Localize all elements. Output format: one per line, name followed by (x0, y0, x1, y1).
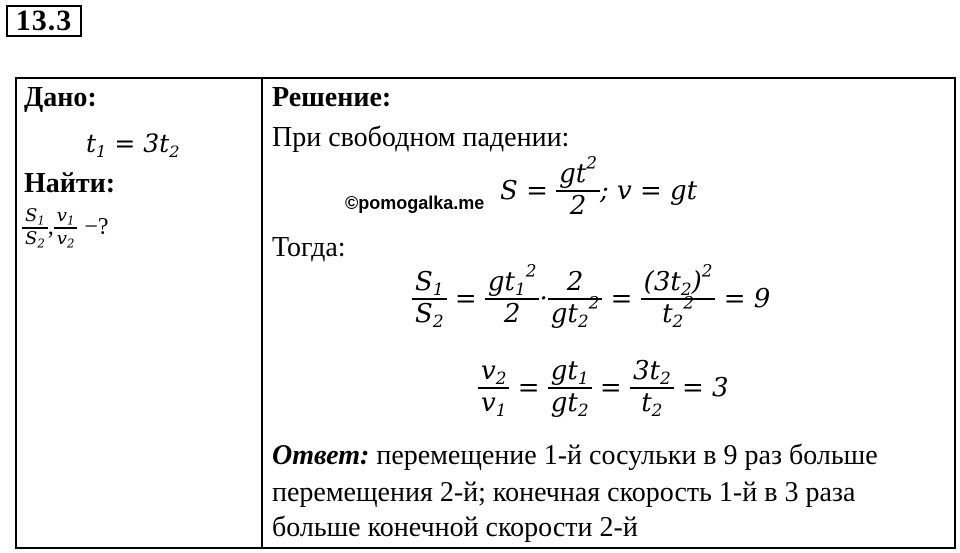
free-fall-v: ; v = gt (599, 175, 698, 206)
s-ratio-result: = 9 (723, 283, 771, 314)
find-suffix: −? (84, 214, 109, 241)
s-ratio-formula: $\frac{S_1}{S_2}$ = $\frac{gt_1^2}{2}$ · $\frac{2}{gt_2^2}$ = $\frac{(3t_2)^2}{t_2^2}$ = 9 (412, 268, 770, 330)
v-ratio-fraction: $\frac{v_1}{v_2}$ (54, 206, 78, 249)
v-ratio-formula: $\frac{v_2}{v_1}$ = $\frac{gt_1}{gt_2}$ = $\frac{3t_2}{t_2}$ = 3 (478, 357, 729, 419)
answer-line-3: больше конечной скорости 2-й (272, 512, 638, 543)
v-ratio-result: = 3 (681, 372, 729, 403)
column-divider (261, 77, 263, 549)
given-condition: $t_1 = 3t_2$ (86, 129, 180, 161)
find-header: Найти: (24, 168, 116, 199)
answer-line-1 (272, 440, 878, 472)
intro-text: При свободном падении: (272, 122, 570, 153)
then-text: Тогда: (272, 232, 346, 263)
given-header: Дано: (24, 82, 97, 113)
solution-header: Решение: (272, 82, 392, 113)
find-expression: $\frac{S_1}{S_2}$ , $\frac{v_1}{v_2}$ −? (22, 206, 109, 249)
answer-text-1: перемещение 1-й сосульки в 9 раз больше (376, 440, 878, 471)
answer-line-2: перемещения 2-й; конечная скорость 1-й в 3 раза (272, 477, 856, 508)
free-fall-formula: S = $\frac{gt^2}{2}$ ; v = gt (500, 152, 698, 221)
answer-label: Ответ: (272, 440, 370, 471)
watermark: ©pomogalka.me (345, 193, 485, 213)
s-ratio-fraction: $\frac{S_1}{S_2}$ (22, 206, 48, 249)
problem-number: 13.3 (6, 5, 82, 37)
